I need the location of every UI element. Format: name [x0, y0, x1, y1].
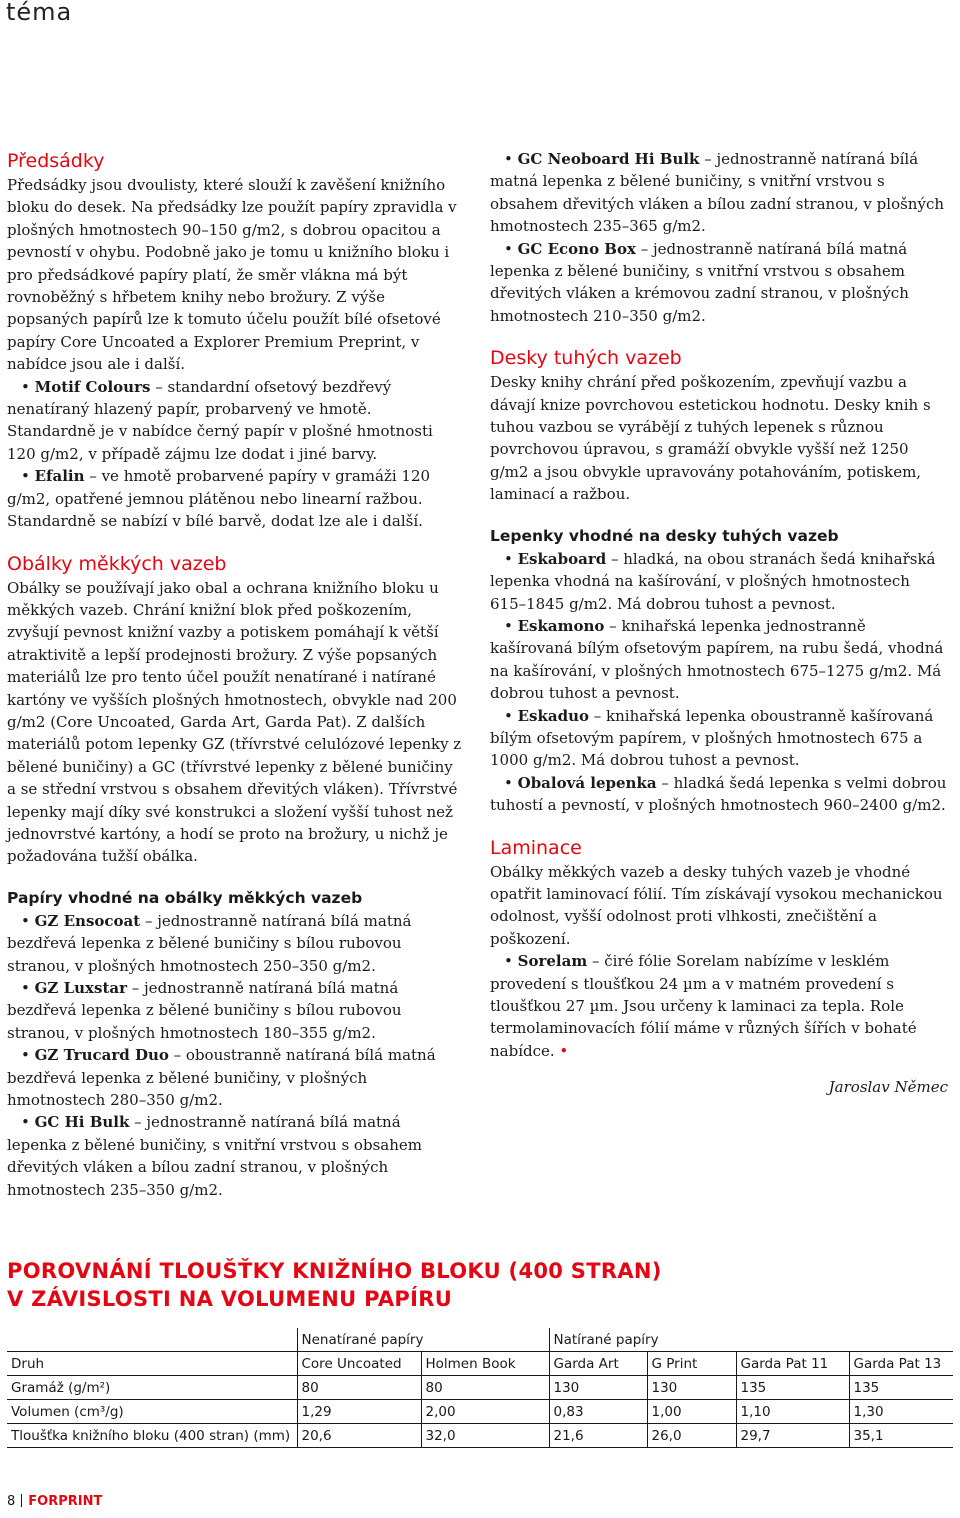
table-cell: 29,7: [736, 1424, 849, 1448]
header-cell: Garda Pat 13: [849, 1352, 953, 1376]
heading-lepenky: Lepenky vhodné na desky tuhých vazeb: [490, 526, 839, 545]
header-cell: Core Uncoated: [297, 1352, 421, 1376]
table-cell: 32,0: [421, 1424, 549, 1448]
bullet-text: – oboustranně natíraná bílá matná bezdřevá lepenka z bělené buničiny, v plošných hmotnostech 280–350 g/m2.: [7, 1046, 436, 1110]
header-cell: Holmen Book: [421, 1352, 549, 1376]
heading-desky: Desky tuhých vazeb: [490, 347, 682, 370]
bullet-name: GZ Trucard Duo: [34, 1046, 169, 1065]
table-cell: 1,00: [647, 1400, 736, 1424]
bullet-sorelam: • Sorelam – čiré fólie Sorelam nabízíme v lesklém provedení s tloušťkou 24 µm a v matném provedení s tloušťkou 27 µm. Jsou určeny k laminaci za tepla. Role termolaminovacích fólií máme v různých šířích v bohaté nabídce. •: [490, 952, 917, 1060]
bullet-eskaboard: • Eskaboard – hladká, na obou stranách šedá knihařská lepenka vhodná na kašírování, v plošných hmotnostech 615–1845 g/m2. Má dobrou tuhost a pevnost.: [490, 549, 936, 613]
end-of-article-bullet: •: [559, 1041, 569, 1060]
header-cell: Garda Pat 11: [736, 1352, 849, 1376]
bullet-obalova-lepenka: • Obalová lepenka – hladká šedá lepenka s velmi dobrou tuhostí a pevností, v plošných hmotnostech 960–2400 g/m2.: [490, 773, 947, 815]
bullet-name: GC Neoboard Hi Bulk: [517, 150, 700, 168]
bullet-gc-hi-bulk: • GC Hi Bulk – jednostranně natíraná bílá matná lepenka z bělené buničiny, s vnitřní vrstvou s obsahem dřevitých vláken a bílou zadní stranou, v plošných hmotnostech 235–350 g/m2.: [7, 1113, 422, 1199]
table-cell: 1,30: [849, 1400, 953, 1424]
bullet-text: – jednostranně natíraná bílá matná lepenka z bělené buničiny, s vnitřní vrstvou s obsahem dřevitých vláken a bílou zadní stranou, v plošných hmotnostech 235–350 g/m2.: [7, 1113, 422, 1199]
left-column: [7, 148, 465, 1201]
heading-papiry-obalky: Papíry vhodné na obálky měkkých vazeb: [7, 888, 363, 907]
author-signature: Jaroslav Němec: [828, 1078, 948, 1097]
table-title: [7, 1257, 662, 1313]
paragraph-predsadky: Předsádky jsou dvoulisty, které slouží k zavěšení knižního bloku do desek. Na předsádky lze použít papíry zpravidla v plošných hmotnostech 90–150 g/m2, s dobrou opacitou a pevností v ohybu. Podobně jako je tomu u knižního bloku i pro předsádkové papíry platí, že směr vlákna má být rovnoběžný s hřbetem knihy nebo brožury. Z výše popsaných papírů lze k tomuto účelu použít bílé ofsetové papíry Core Uncoated a Explorer Premium Preprint, v nabídce jsou ale i další.: [7, 176, 457, 374]
bullet-text: – ve hmotě probarvené papíry v gramáži 120 g/m2, opatřené jemnou plátěnou nebo linearní ražbou. Standardně se nabízí v bílé barvě, dodat lze ale i další.: [7, 467, 431, 531]
paragraph-desky: Desky knihy chrání před poškozením, zpevňují vazbu a dávají knize povrchovou estetickou hodnotu. Desky knih s tuhou vazbou se vyrábějí z tuhých lepenek s různou povrchovou úpravou, s gramáží obvykle vyšší než 1250 g/m2 a jsou obvykle upravovány potahováním, potiskem, laminací a ražbou.: [490, 373, 931, 504]
bullet-name: GC Hi Bulk: [34, 1113, 130, 1132]
comparison-table: [7, 1328, 953, 1448]
bullet-eskaduo: • Eskaduo – knihařská lepenka oboustranně kašírovaná bílým ofsetovým papírem, v plošných hmotnostech 675 a 1000 g/m2. Má dobrou tuhost a pevnost.: [490, 706, 934, 770]
table-cell: 35,1: [849, 1424, 953, 1448]
table-cell: 26,0: [647, 1424, 736, 1448]
table-cell: 130: [549, 1376, 647, 1400]
footer-divider: [21, 1494, 22, 1507]
bullet-text: – hladká šedá lepenka s velmi dobrou tuhostí a pevností, v plošných hmotnostech 960–2400 g/m2.: [490, 773, 947, 815]
table-header-row: [7, 1352, 953, 1376]
table-cell: Volumen (cm³/g): [7, 1400, 297, 1424]
table-row: [7, 1376, 953, 1400]
table-cell: 1,10: [736, 1400, 849, 1424]
table-cell: 80: [421, 1376, 549, 1400]
table-title-line-1: POROVNÁNÍ TLOUŠŤKY KNIŽNÍHO BLOKU (400 STRAN): [7, 1259, 662, 1283]
bullet-text: – standardní ofsetový bezdřevý nenatíraný hlazený papír, probarvený ve hmotě. Standardně je v nabídce černý papír v plošné hmotnosti 120 g/m2, v případě zájmu lze dodat i jiné barvy.: [7, 377, 433, 463]
section-topic: téma: [6, 0, 73, 26]
table-group-row: [7, 1328, 953, 1352]
bullet-name: GZ Luxstar: [34, 979, 127, 997]
table-cell: 80: [297, 1376, 421, 1400]
bullet-eskamono: • Eskamono – knihařská lepenka jednostranně kašírovaná bílým ofsetovým papírem, na rubu šedá, vhodná na kašírování, v plošných hmotnostech 675–1275 g/m2. Má dobrou tuhost a pevnost.: [490, 616, 944, 703]
header-cell: Druh: [7, 1352, 297, 1376]
table-cell: 130: [647, 1376, 736, 1400]
bullet-text: – jednostranně natíraná bílá matná bezdřevá lepenka z bělené buničiny s bílou rubovou stranou, v plošných hmotnostech 250–350 g/m2.: [7, 911, 412, 975]
page-number: 8: [7, 1494, 16, 1509]
header-cell: Garda Art: [549, 1352, 647, 1376]
bullet-text: – knihařská lepenka oboustranně kašírovaná bílým ofsetovým papírem, v plošných hmotnostech 675 a 1000 g/m2. Má dobrou tuhost a pevnost.: [490, 706, 934, 770]
bullet-name: Efalin: [34, 467, 85, 486]
table-cell: Tloušťka knižního bloku (400 stran) (mm): [7, 1424, 297, 1448]
group-coated: Natírané papíry: [549, 1328, 953, 1352]
bullet-name: Sorelam: [517, 952, 588, 971]
table-cell: 20,6: [297, 1424, 421, 1448]
table-cell: 1,29: [297, 1400, 421, 1424]
heading-laminace: Laminace: [490, 836, 582, 859]
bullet-text: – hladká, na obou stranách šedá knihařská lepenka vhodná na kašírování, v plošných hmotnostech 615–1845 g/m2. Má dobrou tuhost a pevnost.: [490, 549, 936, 613]
table-cell: 21,6: [549, 1424, 647, 1448]
group-uncoated: Nenatírané papíry: [297, 1328, 549, 1352]
bullet-name: Obalová lepenka: [517, 773, 657, 792]
table-cell: 2,00: [421, 1400, 549, 1424]
table-row: [7, 1400, 953, 1424]
bullet-text: – jednostranně natíraná bílá matná lepenka z bělené buničiny, s vnitřní vrstvou s obsahem dřevitých vláken a krémovou zadní stranou, v plošných hmotnostech 210–350 g/m2.: [490, 239, 909, 325]
heading-obalky: Obálky měkkých vazeb: [7, 552, 227, 575]
bullet-name: Motif Colours: [34, 377, 151, 396]
bullet-gz-trucard-duo: • GZ Trucard Duo – oboustranně natíraná bílá matná bezdřevá lepenka z bělené buničiny, v plošných hmotnostech 280–350 g/m2.: [7, 1046, 436, 1110]
table-cell: 0,83: [549, 1400, 647, 1424]
page-footer: [7, 1494, 102, 1509]
bullet-name: GZ Ensocoat: [34, 911, 141, 930]
table-cell: Gramáž (g/m²): [7, 1376, 297, 1400]
header-cell: G Print: [647, 1352, 736, 1376]
bullet-text: – jednostranně natíraná bílá matná bezdřevá lepenka z bělené buničiny s bílou rubovou stranou, v plošných hmotnostech 180–355 g/m2.: [7, 979, 402, 1042]
bullet-name: Eskaduo: [517, 706, 590, 725]
bullet-motif-colours: • Motif Colours – standardní ofsetový bezdřevý nenatíraný hlazený papír, probarvený ve hmotě. Standardně je v nabídce černý papír v plošné hmotnosti 120 g/m2, v případě zájmu lze dodat i jiné barvy.: [7, 377, 433, 463]
table-row: [7, 1424, 953, 1448]
bullet-gc-neoboard: • GC Neoboard Hi Bulk – jednostranně natíraná bílá matná lepenka z bělené buničiny, s vnitřní vrstvou s obsahem dřevitých vláken a bílou zadní stranou, v plošných hmotnostech 235–365 g/m2.: [490, 150, 944, 236]
paragraph-obalky: Obálky se používají jako obal a ochrana knižního bloku u měkkých vazeb. Chrání knižní blok před poškozením, zvyšují pevnost knižní vazby a potiskem pomáhají k větší atraktivitě a lepší prodejnosti brožury. Z výše popsaných materiálů lze pro tento účel použít nenatírané i natírané kartóny ve vyšších plošných hmotnostech, obvykle nad 200 g/m2 (Core Uncoated, Garda Art, Garda Pat). Z dalších materiálů potom lepenky GZ (třívrstvé celulózové lepenky z bělené buničiny) a GC (třívrstvé lepenky z bělené buničiny a se střední vrstvou s obsahem dřevitých vláken). Třívrstvé lepenky mají díky své konstrukci a složení vyšší tuhost než jednovrstvé kartóny, a hodí se proto na brožury, u nichž je požadována tužší obálka.: [7, 578, 462, 866]
right-column: [490, 148, 948, 1098]
bullet-efalin: • Efalin – ve hmotě probarvené papíry v gramáži 120 g/m2, opatřené jemnou plátěnou nebo linearní ražbou. Standardně se nabízí v bílé barvě, dodat lze ale i další.: [7, 467, 431, 531]
bullet-text: – jednostranně natíraná bílá matná lepenka z bělené buničiny, s vnitřní vrstvou s obsahem dřevitých vláken a bílou zadní stranou, v plošných hmotnostech 235–365 g/m2.: [490, 150, 944, 236]
table-cell: 135: [736, 1376, 849, 1400]
table-title-line-2: V ZÁVISLOSTI NA VOLUMENU PAPÍRU: [7, 1287, 453, 1311]
bullet-gz-luxstar: • GZ Luxstar – jednostranně natíraná bílá matná bezdřevá lepenka z bělené buničiny s bílou rubovou stranou, v plošných hmotnostech 180–355 g/m2.: [7, 979, 402, 1042]
magazine-brand: FORPRINT: [28, 1494, 103, 1509]
bullet-text: – čiré fólie Sorelam nabízíme v lesklém provedení s tloušťkou 24 µm a v matném provedení s tloušťkou 27 µm. Jsou určeny k laminaci za tepla. Role termolaminovacích fólií máme v různých šířích v bohaté nabídce.: [490, 952, 917, 1060]
paragraph-laminace: Obálky měkkých vazeb a desky tuhých vazeb je vhodné opatřit laminovací fólií. Tím získávají vysokou mechanickou odolnost, vyšší odolnost proti vlhkosti, znečištění a poškození.: [490, 862, 943, 948]
bullet-gz-ensocoat: • GZ Ensocoat – jednostranně natíraná bílá matná bezdřevá lepenka z bělené buničiny s bílou rubovou stranou, v plošných hmotnostech 250–350 g/m2.: [7, 911, 412, 975]
heading-predsadky: Předsádky: [7, 150, 105, 172]
bullet-name: Eskamono: [517, 616, 605, 635]
bullet-name: Eskaboard: [517, 549, 607, 568]
table-cell: 135: [849, 1376, 953, 1400]
bullet-text: – knihařská lepenka jednostranně kašírovaná bílým ofsetovým papírem, na rubu šedá, vhodná na kašírování, v plošných hmotnostech 675–1275 g/m2. Má dobrou tuhost a pevnost.: [490, 616, 944, 703]
bullet-gc-econo-box: • GC Econo Box – jednostranně natíraná bílá matná lepenka z bělené buničiny, s vnitřní vrstvou s obsahem dřevitých vláken a krémovou zadní stranou, v plošných hmotnostech 210–350 g/m2.: [490, 239, 909, 325]
bullet-name: GC Econo Box: [517, 239, 636, 258]
